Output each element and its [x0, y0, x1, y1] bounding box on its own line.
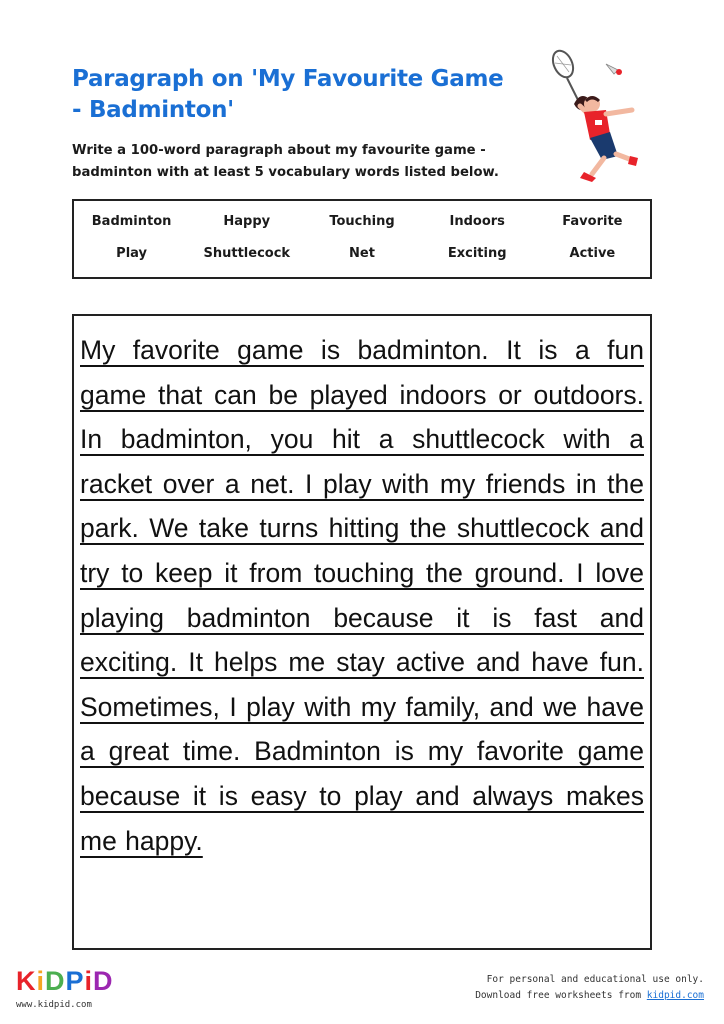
vocabulary-box: [72, 199, 652, 279]
badminton-player-illustration: [540, 48, 650, 188]
worksheet-instructions: Write a 100-word paragraph about my favourite game - badminton with at least 5 vocabulary words listed below.: [72, 143, 499, 180]
footer-download-link[interactable]: kidpid.com: [646, 990, 704, 1001]
vocab-word: Happy: [223, 214, 271, 229]
paragraph-text: My favorite game is badminton. It is a fun game that can be played indoors or outdoors. In badminton, you hit a shuttlecock with a racket over a net. I play with my friends in the park. We take turns hitting the shuttlecock and try to keep it from touching the ground. I love playing badminton because it is fast and exciting. It helps me stay active and have fun. Sometimes, I play with my family, and we have a great time. Badminton is my favorite game because it is easy to play and always makes me happy.: [80, 335, 644, 856]
logo-letter: i: [84, 966, 94, 996]
footer-download-note: [444, 988, 704, 1004]
logo-letter: i: [36, 966, 46, 996]
kidpid-logo: [16, 966, 114, 996]
paragraph-box: [72, 314, 652, 950]
logo-letter: P: [65, 966, 85, 996]
logo-letter: D: [93, 966, 114, 996]
vocab-word: Indoors: [449, 214, 505, 229]
vocab-word: Net: [349, 246, 375, 261]
vocab-word: Touching: [329, 214, 395, 229]
footer-download-prefix: Download free worksheets from: [475, 990, 647, 1001]
footer-usage-note: For personal and educational use only.: [486, 974, 704, 985]
footer-note: [444, 972, 704, 1004]
website-url[interactable]: www.kidpid.com: [16, 1000, 92, 1010]
vocab-word: Favorite: [562, 214, 623, 229]
shuttlecock-icon: [606, 64, 622, 75]
racket-icon: [549, 48, 581, 106]
vocab-word: Active: [569, 246, 616, 261]
vocab-word: Exciting: [447, 246, 507, 261]
logo-letter: D: [45, 966, 66, 996]
vocab-word: Shuttlecock: [203, 246, 291, 261]
worksheet-title: Paragraph on 'My Favourite Game - Badminton': [72, 66, 504, 123]
vocabulary-grid: [74, 211, 650, 264]
logo-letter: K: [16, 966, 37, 996]
vocab-word: Badminton: [91, 214, 172, 229]
vocab-word: Play: [116, 246, 148, 261]
